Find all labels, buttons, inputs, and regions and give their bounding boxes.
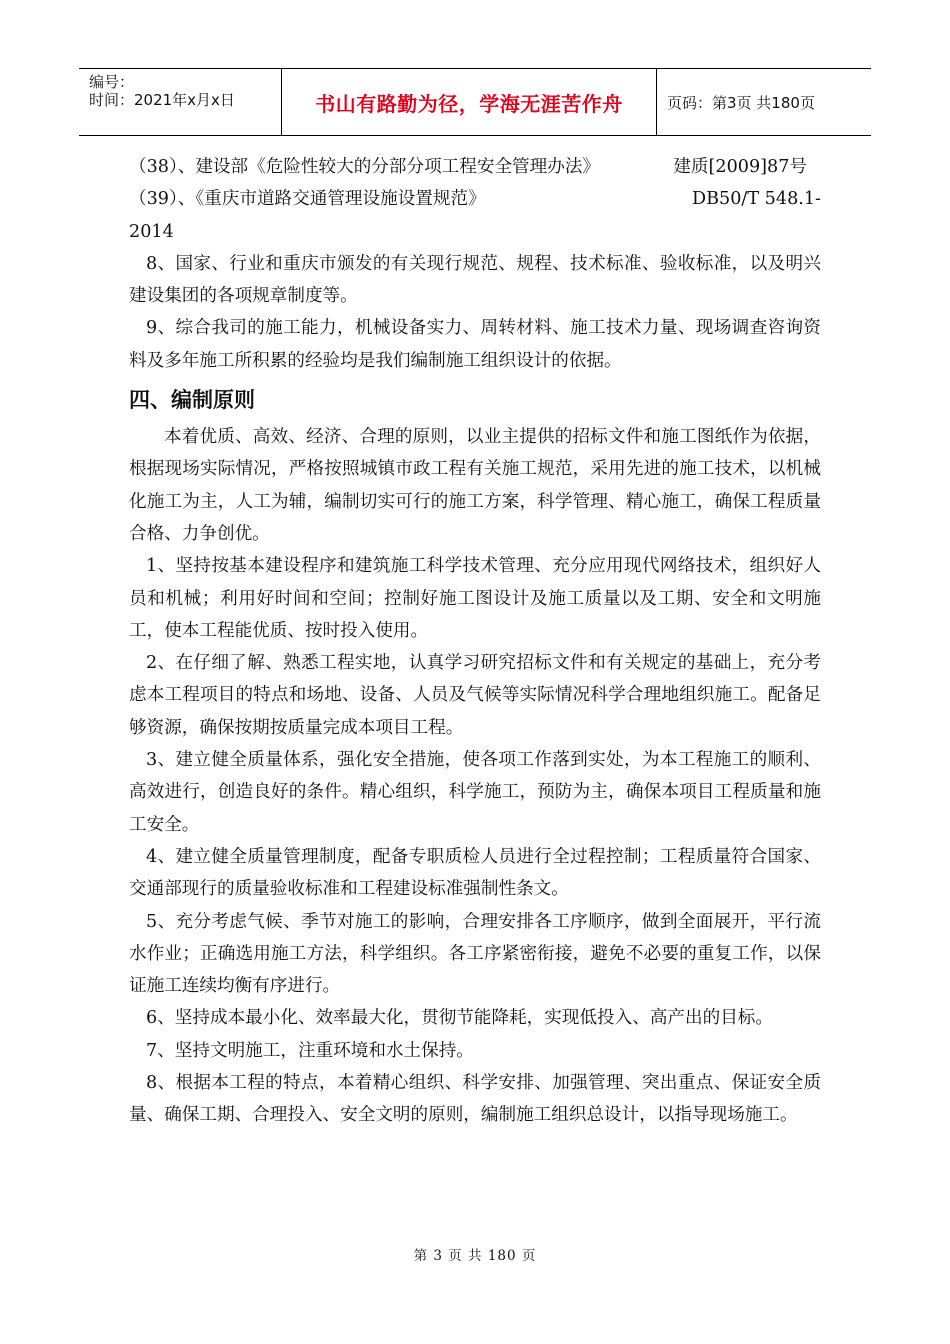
document-number-label: 编号： — [89, 73, 135, 91]
reference-code: 建质[2009]87号 — [673, 157, 807, 177]
header-motto: 书山有路勤为径，学海无涯苦作舟 — [282, 69, 657, 135]
reference-line — [129, 183, 821, 215]
basis-item: 9、综合我司的施工能力，机械设备实力、周转材料、施工技术力量、现场调查咨询资料及多年施工所积累的经验均是我们编制施工组织设计的依据。 — [129, 318, 821, 371]
principle-item: 1、坚持按基本建设程序和建筑施工科学技术管理、充分应用现代网络技术，组织好人员和机械；利用好时间和空间；控制好施工图设计及施工质量以及工期、安全和文明施工，使本工程能优质、按时投入使用。 — [129, 556, 821, 641]
reference-title: （39）、《重庆市道路交通管理设施设置规范》 — [129, 189, 486, 210]
principle-item: 8、根据本工程的特点，本着精心组织、科学安排、加强管理、突出重点、保证安全质量、确保工期、合理投入、安全文明的原则，编制施工组织总设计，以指导现场施工。 — [129, 1073, 821, 1126]
reference-continuation: 2014 — [129, 221, 174, 242]
reference-code: DB50/T 548.1- — [692, 189, 821, 210]
principle-item: 5、充分考虑气候、季节对施工的影响，合理安排各工序顺序，做到全面展开，平行流水作业；正确选用施工方法，科学组织。各工序紧密衔接，避免不必要的重复工作，以保证施工连续均衡有序进行。 — [129, 911, 821, 997]
basis-item: 8、国家、行业和重庆市颁发的有关现行规范、规程、技术标准、验收标准，以及明兴建设集团的各项规章制度等。 — [129, 253, 821, 307]
principle-item: 4、建立健全质量管理制度，配备专职质检人员进行全过程控制；工程质量符合国家、交通部现行的质量验收标准和工程建设标准强制性条文。 — [129, 846, 821, 900]
document-date: 时间：2021年x月x日 — [89, 91, 235, 109]
reference-title: （38）、建设部《危险性较大的分部分项工程安全管理办法》 — [129, 157, 601, 177]
intro-paragraph: 本着优质、高效、经济、合理的原则，以业主提供的招标文件和施工图纸作为依据，根据现场实际情况，严格按照城镇市政工程有关施工规范，采用先进的施工技术，以机械化施工为主，人工为辅，编制切实可行的施工方案，科学管理、精心施工，确保工程质量合格、力争创优。 — [129, 427, 821, 544]
principle-item: 7、坚持文明施工，注重环境和水土保持。 — [146, 1040, 474, 1061]
header-page-info: 页码：第3页 共180页 — [667, 93, 815, 112]
document-body — [129, 151, 821, 1132]
principle-item: 6、坚持成本最小化、效率最大化，贯彻节能降耗，实现低投入、高产出的目标。 — [146, 1008, 773, 1029]
page-header — [79, 68, 871, 136]
principle-item: 2、在仔细了解、熟悉工程实地，认真学习研究招标文件和有关规定的基础上，充分考虑本工程项目的特点和场地、设备、人员及气候等实际情况科学合理地组织施工。配备足够资源，确保按期按质量完成本项目工程。 — [129, 653, 821, 738]
section-heading: 四、编制原则 — [129, 388, 255, 413]
page-footer: 第 3 页 共 180 页 — [413, 1248, 537, 1264]
header-meta — [79, 69, 282, 135]
principle-item: 3、建立健全质量体系，强化安全措施，使各项工作落到实处，为本工程施工的顺利、高效进行，创造良好的条件。精心组织，科学施工，预防为主，确保本项目工程质量和施工安全。 — [129, 750, 821, 835]
reference-line — [129, 151, 821, 183]
